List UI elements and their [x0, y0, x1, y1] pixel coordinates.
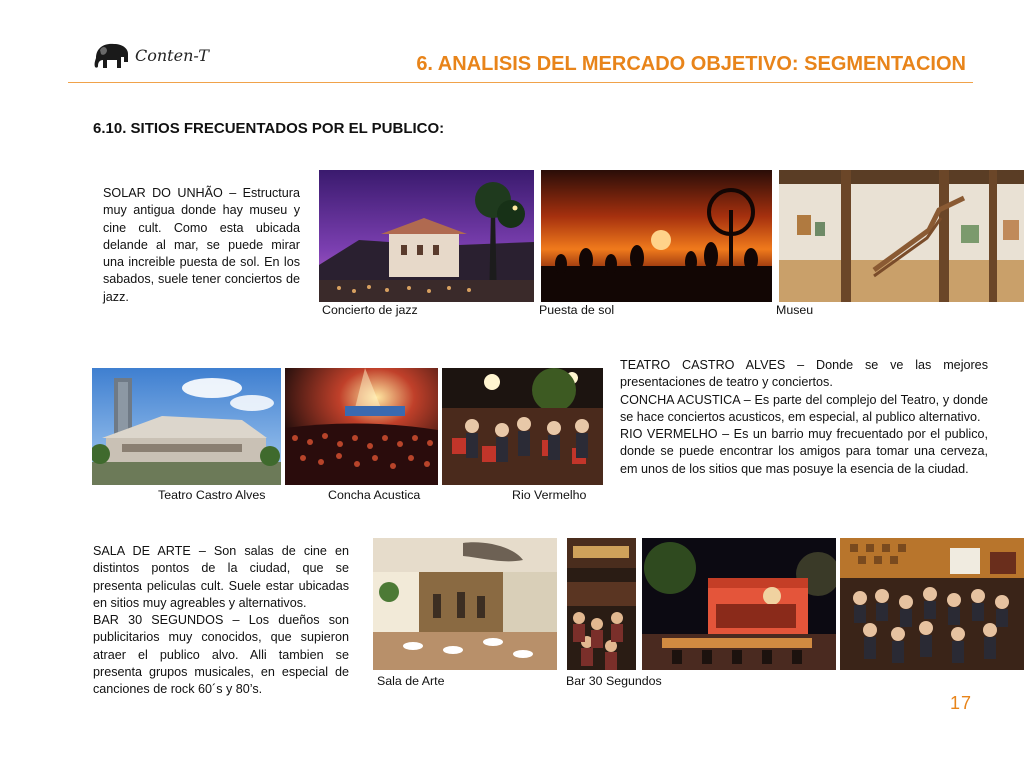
- caption-museu: Museu: [776, 303, 814, 317]
- photo-rio-vermelho: [442, 368, 603, 485]
- caption-teatro-castro-alves: Teatro Castro Alves: [158, 488, 266, 502]
- sala-paragraph: SALA DE ARTE – Son salas de cine en distintos pontos de la ciudad, que se presenta peliculas cult. Suele estar ubicadas en sitios muy agreables y alternativos.: [93, 544, 349, 610]
- logo-text: Conten-T: [135, 46, 209, 65]
- photo-bar-30-segundos-interior: [567, 538, 636, 670]
- section-title: 6.10. SITIOS FRECUENTADOS POR EL PUBLICO:: [93, 120, 445, 137]
- photo-bar-30-segundos-crowd: [840, 538, 1024, 670]
- header-divider: [68, 82, 973, 83]
- caption-bar-30-segundos: Bar 30 Segundos: [566, 674, 662, 688]
- caption-sala-de-arte: Sala de Arte: [377, 674, 445, 688]
- page-number: 17: [950, 693, 973, 713]
- caption-rio-vermelho: Rio Vermelho: [512, 488, 587, 502]
- concha-paragraph: CONCHA ACUSTICA – Es parte del complejo del Teatro, y donde se hace conciertos acusticos, em especial, al publico alternativo.: [620, 392, 988, 424]
- elephant-icon: [92, 40, 132, 70]
- caption-puesta-de-sol: Puesta de sol: [539, 303, 615, 317]
- photo-bar-30-segundos-exterior: [642, 538, 836, 670]
- page-title: 6. ANALISIS DEL MERCADO OBJETIVO: SEGMENTACION: [416, 53, 966, 75]
- caption-concha-acustica: Concha Acustica: [328, 488, 421, 502]
- solar-text: SOLAR DO UNHÃO – Estructura muy antigua donde hay museu y cine cult. Como esta ubicada delande al mar, se puede mirar una increible puesta de sol. En los sabados, suele tener conciertos de jazz.: [103, 186, 300, 304]
- photo-concha-acustica: [285, 368, 438, 485]
- bar-paragraph: BAR 30 SEGUNDOS – Los dueños son publicitarios muy conocidos, que supieron atraer el publico alvo. Alli tambien se presenta grupos musicales, en especial de canciones de rock 60´s y 80’s.: [93, 613, 349, 697]
- photo-concierto-jazz: [319, 170, 534, 302]
- photo-sala-de-arte: [373, 538, 557, 670]
- caption-concierto-jazz: Concierto de jazz: [322, 303, 418, 317]
- teatro-description: [620, 357, 988, 478]
- sala-description: [93, 543, 349, 699]
- teatro-paragraph: TEATRO CASTRO ALVES – Donde se ve las mejores presentaciones de teatro y conciertos.: [620, 358, 988, 390]
- photo-puesta-de-sol: [541, 170, 772, 302]
- photo-teatro-castro-alves: [92, 368, 281, 485]
- brand-logo: [92, 40, 232, 74]
- solar-description: [103, 185, 300, 306]
- rio-paragraph: RIO VERMELHO – Es un barrio muy frecuentado por el publico, donde se puede encontrar los amigos para tomar una cerveza, em unos de los sitios que mas posuye la esencia de la ciudad.: [620, 427, 988, 476]
- photo-museu: [779, 170, 1024, 302]
